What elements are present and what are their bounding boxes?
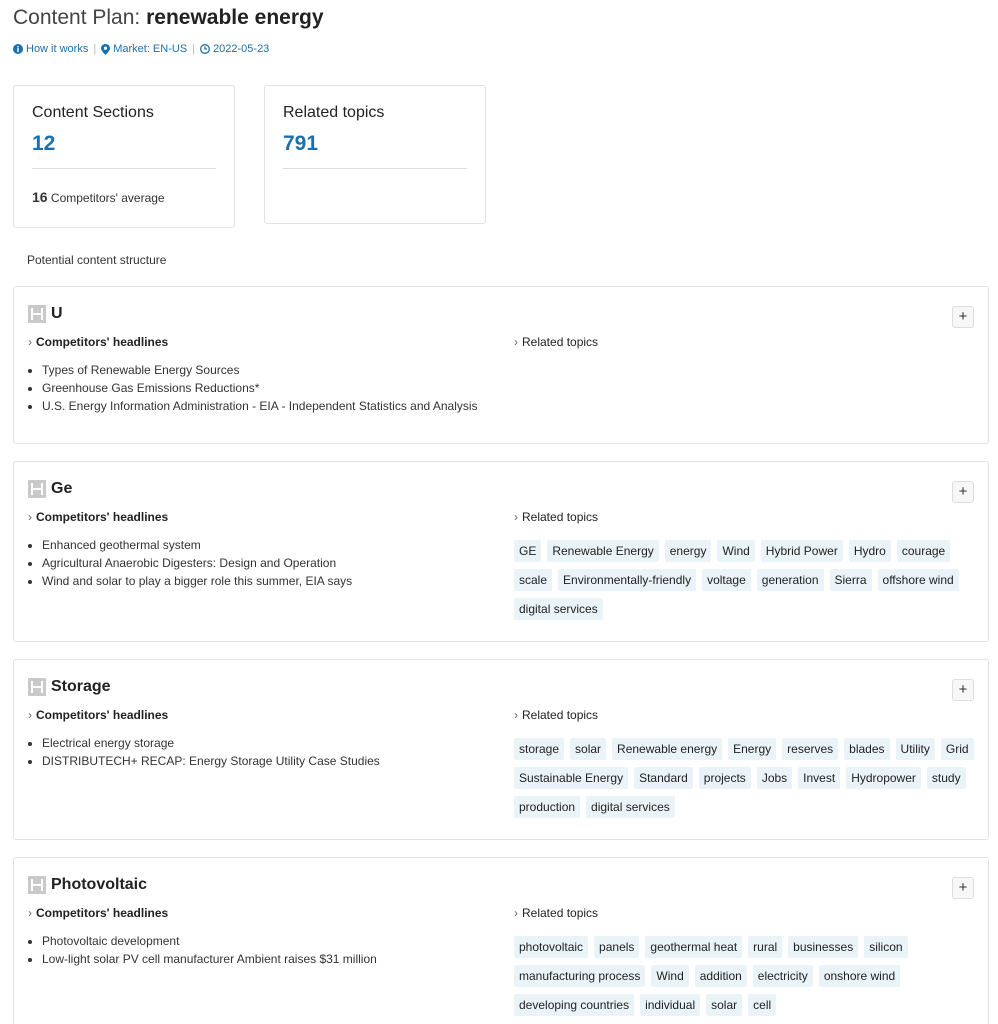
headlines-list xyxy=(28,734,492,770)
competitors-headlines-toggle[interactable] xyxy=(28,906,168,920)
topic-chip[interactable]: courage xyxy=(897,540,950,562)
content-section xyxy=(13,659,989,840)
competitors-average-value: 16 xyxy=(32,189,48,205)
related-topics-toggle[interactable] xyxy=(514,708,598,722)
heading-level-icon xyxy=(28,876,46,894)
topic-chip[interactable]: Utility xyxy=(896,738,935,760)
topic-chip[interactable]: electricity xyxy=(753,965,813,987)
competitors-headlines-toggle[interactable] xyxy=(28,510,168,524)
content-section xyxy=(13,857,989,1024)
section-heading xyxy=(28,678,111,696)
topic-chip[interactable]: Invest xyxy=(798,767,840,789)
topic-chip[interactable]: photovoltaic xyxy=(514,936,588,958)
related-topics-toggle[interactable] xyxy=(514,906,598,920)
topic-chip[interactable]: geothermal heat xyxy=(645,936,742,958)
topic-chip[interactable]: Hydropower xyxy=(846,767,921,789)
how-it-works-label: How it works xyxy=(26,43,89,55)
content-sections-value: 12 xyxy=(32,132,56,155)
headline-item: • Greenhouse Gas Emissions Reductions* xyxy=(42,379,492,397)
headline-item: • Types of Renewable Energy Sources xyxy=(42,361,492,379)
divider xyxy=(283,168,467,169)
headline-item: • Wind and solar to play a bigger role this summer, EIA says xyxy=(42,572,492,590)
competitors-headlines-label: Competitors' headlines xyxy=(36,906,169,920)
title-prefix: Content Plan: xyxy=(13,6,141,29)
topic-chip[interactable]: individual xyxy=(640,994,700,1016)
topic-chip[interactable]: panels xyxy=(594,936,639,958)
competitors-average-label: Competitors' average xyxy=(50,191,165,205)
divider xyxy=(32,168,216,169)
heading-level-icon xyxy=(28,678,46,696)
topics-list xyxy=(514,540,976,620)
competitors-headlines-label: Competitors' headlines xyxy=(36,510,169,524)
headline-item: • Low-light solar PV cell manufacturer Ambient raises $31 million xyxy=(42,950,492,968)
chevron-right-icon: › xyxy=(514,510,518,524)
chevron-right-icon: › xyxy=(28,510,32,524)
topics-list xyxy=(514,936,976,1016)
topic-chip[interactable]: storage xyxy=(514,738,564,760)
heading-level-icon xyxy=(28,305,46,323)
related-topics-toggle[interactable] xyxy=(514,510,598,524)
date-link[interactable] xyxy=(200,43,269,55)
related-topics-label: Related topics xyxy=(283,104,385,121)
topic-chip[interactable]: digital services xyxy=(586,796,675,818)
heading-level-icon xyxy=(28,480,46,498)
headlines-list xyxy=(28,536,492,590)
topic-chip[interactable]: onshore wind xyxy=(819,965,900,987)
topic-chip[interactable]: Renewable Energy xyxy=(547,540,658,562)
market-label: Market: EN-US xyxy=(113,43,188,55)
topic-chip[interactable]: generation xyxy=(757,569,824,591)
topic-chip[interactable]: developing countries xyxy=(514,994,634,1016)
add-section-button[interactable]: + xyxy=(952,679,974,701)
topic-chip[interactable]: scale xyxy=(514,569,552,591)
separator: | xyxy=(93,43,97,55)
chevron-right-icon: › xyxy=(28,335,32,349)
topic-chip[interactable]: Wind xyxy=(717,540,754,562)
topic-chip[interactable]: addition xyxy=(695,965,747,987)
topic-chip[interactable]: Sustainable Energy xyxy=(514,767,628,789)
topic-chip[interactable]: Wind xyxy=(651,965,688,987)
topic-chip[interactable]: silicon xyxy=(864,936,907,958)
keyword: renewable energy xyxy=(146,6,324,29)
competitors-headlines-toggle[interactable] xyxy=(28,335,168,349)
section-heading xyxy=(28,480,72,498)
topic-chip[interactable]: blades xyxy=(844,738,889,760)
topic-chip[interactable]: offshore wind xyxy=(878,569,959,591)
headlines-list xyxy=(28,361,492,415)
topic-chip[interactable]: solar xyxy=(706,994,742,1016)
topics-list xyxy=(514,738,976,818)
competitors-average xyxy=(32,189,216,205)
topic-chip[interactable]: manufacturing process xyxy=(514,965,645,987)
topic-chip[interactable]: projects xyxy=(699,767,751,789)
topic-chip[interactable]: Hydro xyxy=(849,540,891,562)
related-topics-label: Related topics xyxy=(522,510,599,524)
topic-chip[interactable]: Sierra xyxy=(830,569,872,591)
how-it-works-link[interactable] xyxy=(13,43,88,55)
market-link[interactable] xyxy=(101,43,187,55)
chevron-right-icon: › xyxy=(514,335,518,349)
topic-chip[interactable]: Jobs xyxy=(757,767,792,789)
topic-chip[interactable]: study xyxy=(927,767,966,789)
topic-chip[interactable]: Hybrid Power xyxy=(761,540,843,562)
clock-icon xyxy=(200,44,210,54)
headlines-list xyxy=(28,932,492,968)
add-section-button[interactable]: + xyxy=(952,877,974,899)
section-heading xyxy=(28,305,63,323)
topic-chip[interactable]: digital services xyxy=(514,598,603,620)
headline-item: • Enhanced geothermal system xyxy=(42,536,492,554)
separator: | xyxy=(192,43,196,55)
date-label: 2022-05-23 xyxy=(213,43,270,55)
related-topics-card xyxy=(264,85,486,224)
chevron-right-icon: › xyxy=(28,906,32,920)
related-topics-value: 791 xyxy=(283,132,319,155)
topic-chip[interactable]: Standard xyxy=(634,767,693,789)
topic-chip[interactable]: Environmentally-friendly xyxy=(558,569,696,591)
content-section xyxy=(13,461,989,642)
topic-chip[interactable]: solar xyxy=(570,738,606,760)
map-marker-icon xyxy=(101,44,110,55)
topic-chip[interactable]: Renewable energy xyxy=(612,738,722,760)
content-sections-card xyxy=(13,85,235,228)
section-name: Ge xyxy=(51,480,73,497)
headline-item: • U.S. Energy Information Administration - EIA - Independent Statistics and Analysis xyxy=(42,397,492,415)
competitors-headlines-toggle[interactable] xyxy=(28,708,168,722)
competitors-headlines-label: Competitors' headlines xyxy=(36,335,169,349)
headline-item: • Photovoltaic development xyxy=(42,932,492,950)
headline-item: • Electrical energy storage xyxy=(42,734,492,752)
add-section-button[interactable]: + xyxy=(952,306,974,328)
add-section-button[interactable]: + xyxy=(952,481,974,503)
headline-item: • DISTRIBUTECH+ RECAP: Energy Storage Utility Case Studies xyxy=(42,752,492,770)
meta-bar xyxy=(13,43,269,55)
section-name: Storage xyxy=(51,678,111,695)
content-structure-label: Potential content structure xyxy=(27,253,167,267)
topic-chip[interactable]: GE xyxy=(514,540,541,562)
topic-chip[interactable]: Grid xyxy=(941,738,974,760)
section-name: U xyxy=(51,305,63,322)
topic-chip[interactable]: production xyxy=(514,796,580,818)
topic-chip[interactable]: voltage xyxy=(702,569,751,591)
topic-chip[interactable]: reserves xyxy=(782,738,838,760)
chevron-right-icon: › xyxy=(28,708,32,722)
topic-chip[interactable]: cell xyxy=(748,994,776,1016)
headline-item: • Agricultural Anaerobic Digesters: Design and Operation xyxy=(42,554,492,572)
content-sections-label: Content Sections xyxy=(32,104,154,121)
related-topics-label: Related topics xyxy=(522,335,599,349)
topic-chip[interactable]: rural xyxy=(748,936,782,958)
content-section xyxy=(13,286,989,444)
section-name: Photovoltaic xyxy=(51,876,148,893)
section-heading xyxy=(28,876,147,894)
related-topics-label: Related topics xyxy=(522,906,599,920)
competitors-headlines-label: Competitors' headlines xyxy=(36,708,169,722)
topic-chip[interactable]: energy xyxy=(665,540,712,562)
related-topics-toggle[interactable] xyxy=(514,335,598,349)
chevron-right-icon: › xyxy=(514,906,518,920)
info-icon xyxy=(13,44,23,54)
page-title xyxy=(13,6,324,30)
topic-chip[interactable]: Energy xyxy=(728,738,776,760)
topic-chip[interactable]: businesses xyxy=(788,936,858,958)
chevron-right-icon: › xyxy=(514,708,518,722)
related-topics-label: Related topics xyxy=(522,708,599,722)
